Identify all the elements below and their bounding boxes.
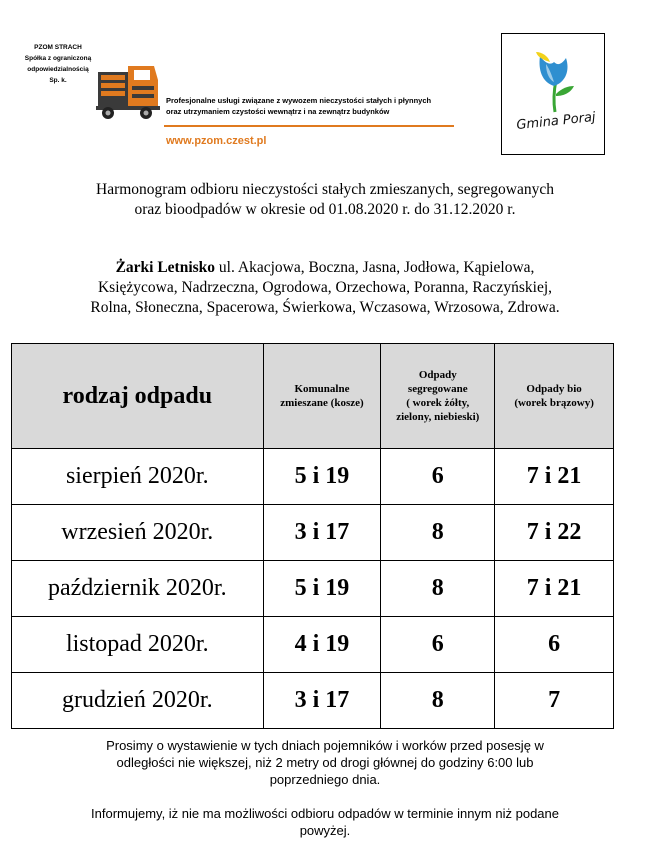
- segregated-cell: 6: [381, 617, 495, 673]
- header-text: Odpady: [418, 369, 457, 381]
- header-segregated: [381, 344, 495, 449]
- table-row: [12, 561, 614, 617]
- header-mixed: [263, 344, 381, 449]
- company-name: [22, 42, 94, 86]
- bio-cell: 7 i 22: [495, 505, 614, 561]
- mixed-cell: 5 i 19: [263, 561, 381, 617]
- segregated-cell: 6: [381, 449, 495, 505]
- month-cell: sierpień 2020r.: [12, 449, 264, 505]
- month-cell: październik 2020r.: [12, 561, 264, 617]
- month-cell: wrzesień 2020r.: [12, 505, 264, 561]
- note-line: odległości nie większej, niż 2 metry od drogi głównej do godziny 6:00 lub: [116, 755, 534, 770]
- segregated-cell: 8: [381, 561, 495, 617]
- streets-line: Księżycowa, Nadrzeczna, Ogrodowa, Orzechowa, Poranna, Raczyńskiej,: [97, 279, 553, 296]
- table-header-row: [12, 344, 614, 449]
- table-row: [12, 449, 614, 505]
- website-link[interactable]: www.pzom.czest.pl: [166, 135, 267, 147]
- table-row: [12, 673, 614, 729]
- bio-cell: 7 i 21: [495, 561, 614, 617]
- schedule-title: [0, 180, 650, 220]
- location-name: Żarki Letnisko: [115, 259, 216, 276]
- pickup-note: [20, 805, 630, 839]
- company-line: odpowiedzialnością: [27, 66, 89, 73]
- streets-line: [10, 258, 640, 278]
- header-text: Odpady bio: [526, 383, 582, 395]
- gmina-name: Gmina Poraj: [515, 109, 597, 134]
- divider: [164, 125, 454, 127]
- service-line: Profesjonalne usługi związane z wywozem nieczystości stałych i płynnych: [166, 96, 432, 105]
- table-row: [12, 505, 614, 561]
- month-cell: listopad 2020r.: [12, 617, 264, 673]
- streets-list: [10, 258, 640, 318]
- header-waste-type: rodzaj odpadu: [12, 344, 264, 449]
- segregated-cell: 8: [381, 673, 495, 729]
- company-line: Spółka z ograniczoną: [24, 55, 92, 62]
- note-line: Informujemy, iż nie ma możliwości odbioru odpadów w terminie innym niż podane: [91, 806, 559, 821]
- header-text: zmieszane (kosze): [280, 397, 364, 409]
- header-text: zielony, niebieski): [396, 411, 480, 423]
- truck-icon: [96, 58, 160, 120]
- tulip-icon: [532, 50, 578, 116]
- table-row: [12, 617, 614, 673]
- placement-note: [20, 737, 630, 788]
- note-line: Prosimy o wystawienie w tych dniach pojemników i worków przed posesję w: [106, 738, 544, 753]
- company-line: Sp. k.: [49, 77, 67, 84]
- header-bio: [495, 344, 614, 449]
- service-description: [166, 95, 431, 117]
- bio-cell: 7 i 21: [495, 449, 614, 505]
- streets-text: ul. Akacjowa, Boczna, Jasna, Jodłowa, Kąpielowa,: [215, 259, 535, 276]
- mixed-cell: 5 i 19: [263, 449, 381, 505]
- mixed-cell: 3 i 17: [263, 673, 381, 729]
- header-text: Komunalne: [294, 383, 350, 395]
- mixed-cell: 3 i 17: [263, 505, 381, 561]
- month-cell: grudzień 2020r.: [12, 673, 264, 729]
- schedule-table: [11, 343, 614, 729]
- note-line: powyżej.: [299, 823, 351, 838]
- gmina-logo: [501, 33, 605, 155]
- bio-cell: 7: [495, 673, 614, 729]
- service-line: oraz utrzymaniem czystości wewnątrz i na zewnątrz budynków: [166, 107, 390, 116]
- company-line: PZOM STRACH: [34, 44, 82, 51]
- streets-line: Rolna, Słoneczna, Spacerowa, Świerkowa, Wczasowa, Wrzosowa, Zdrowa.: [90, 299, 560, 316]
- header-text: (worek brązowy): [514, 397, 594, 409]
- header-text: segregowane: [407, 383, 468, 395]
- bio-cell: 6: [495, 617, 614, 673]
- note-line: poprzedniego dnia.: [269, 772, 381, 787]
- header-text: ( worek żółty,: [406, 397, 470, 409]
- title-line: Harmonogram odbioru nieczystości stałych zmieszanych, segregowanych: [96, 181, 554, 198]
- title-line: oraz bioodpadów w okresie od 01.08.2020 r. do 31.12.2020 r.: [134, 201, 516, 218]
- mixed-cell: 4 i 19: [263, 617, 381, 673]
- segregated-cell: 8: [381, 505, 495, 561]
